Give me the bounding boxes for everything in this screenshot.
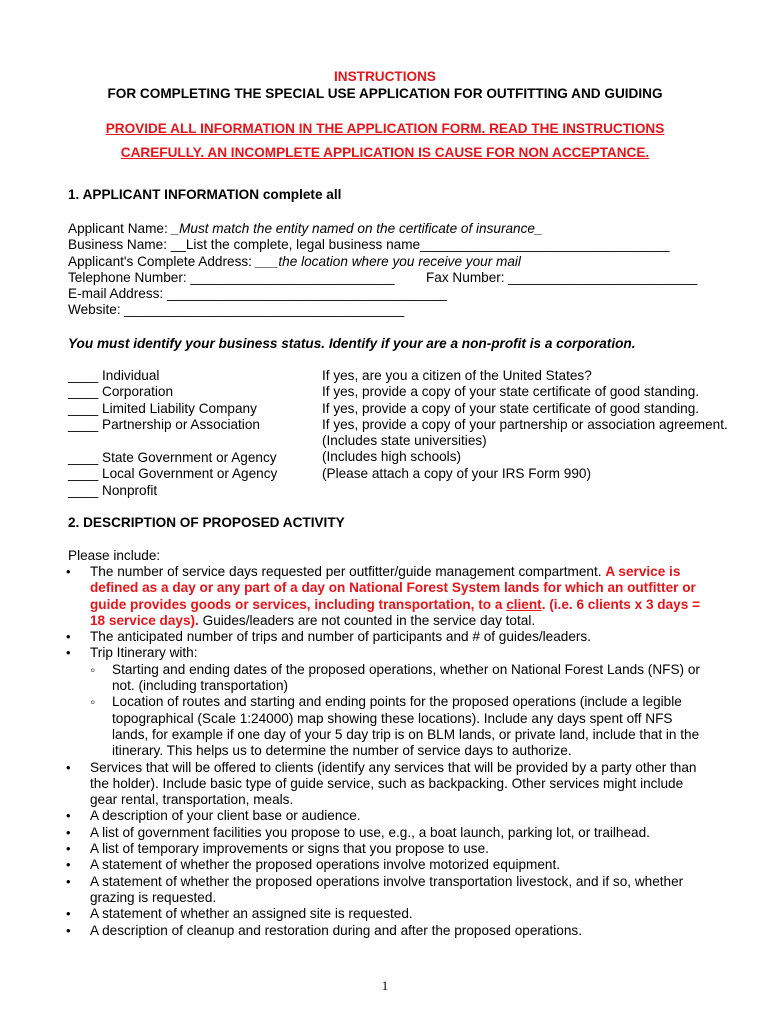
page-subtitle: FOR COMPLETING THE SPECIAL USE APPLICATION FOR OUTFITTING AND GUIDING: [107, 86, 663, 101]
list-item: • Services that will be offered to clients (identify any services that will be provided by a party other than the holder). Include basic type of guide service, such as backpacking. Other services might include gear rental, transportation, meals.: [68, 760, 708, 809]
fax-field: Fax Number: _________________________: [426, 270, 698, 285]
status-note-corporation: If yes, provide a copy of your state certificate of good standing.: [322, 384, 700, 400]
status-options-group-1: [68, 368, 260, 433]
applicant-name-field: [68, 221, 543, 236]
email-field: E-mail Address: _____________________________________: [68, 286, 447, 301]
status-note-state-gov: (Includes state universities): [322, 433, 487, 449]
status-note-local-gov: (Includes high schools): [322, 449, 462, 465]
applicant-name-label: Applicant Name:: [68, 221, 172, 236]
list-item: • A list of government facilities you propose to use, e.g., a boat launch, parking lot, or trailhead.: [68, 825, 708, 841]
status-option-nonprofit: ____ Nonprofit: [68, 482, 158, 498]
status-note-partnership: If yes, provide a copy of your partnership or association agreement.: [322, 416, 728, 432]
status-option-corporation: ____ Corporation: [68, 384, 174, 400]
list-item: • A description of cleanup and restoration during and after the proposed operations.: [68, 923, 708, 939]
status-note-individual: If yes, are you a citizen of the United States?: [322, 368, 592, 383]
page-number: 1: [381, 978, 389, 993]
list-item: • A statement of whether the proposed operations involve transportation livestock, and if so, whether grazing is requested.: [68, 874, 708, 907]
status-note-nonprofit: (Please attach a copy of your IRS Form 990): [322, 465, 591, 481]
address-field: [68, 254, 521, 269]
business-name-field: [68, 237, 670, 252]
itinerary-sublist: [90, 662, 708, 760]
status-option-llc: ____ Limited Liability Company: [68, 400, 257, 416]
status-notes: [322, 368, 728, 482]
business-name-label: Business Name:: [68, 237, 171, 252]
status-options-group-2: [68, 450, 277, 499]
status-note: You must identify your business status. Identify if your are a non-profit is a corporation.: [68, 336, 636, 351]
list-item: • A statement of whether the proposed operations involve motorized equipment.: [68, 857, 708, 873]
business-name-hint: __List the complete, legal business name_________________________________: [170, 237, 670, 252]
address-label: Applicant's Complete Address:: [68, 254, 256, 269]
address-hint: ___the location where you receive your mail: [255, 254, 521, 269]
list-item: • A statement of whether an assigned site is requested.: [68, 906, 708, 922]
telephone-field: Telephone Number: ___________________________: [68, 270, 395, 285]
activity-requirements-list: [68, 564, 708, 939]
list-item: • Trip Itinerary with: ∘ Starting and ending dates of the proposed operations, whether on National Forest Lands (NFS) or not. (including transportation) ∘ Location of routes and starting and ending points for the proposed operations (include a legible topographical (Scale 1:24000) map showing these locations). Include any days spent off NFS lands, for example if one day of your 5 day trip is on BLM lands, or private land, include that in the itinerary. This helps us to determine the number of service days to authorize.: [68, 645, 708, 759]
page-title: INSTRUCTIONS: [334, 69, 436, 84]
status-note-llc: If yes, provide a copy of your state certificate of good standing.: [322, 400, 700, 416]
status-option-state-gov: ____ State Government or Agency: [68, 450, 277, 465]
list-item: ∘ Starting and ending dates of the proposed operations, whether on National Forest Lands (NFS) or not. (including transportation): [90, 662, 708, 695]
list-item: • A description of your client base or audience.: [68, 808, 708, 824]
warning-line-1: PROVIDE ALL INFORMATION IN THE APPLICATION FORM. READ THE INSTRUCTIONS: [105, 121, 665, 136]
warning-line-2: CAREFULLY. AN INCOMPLETE APPLICATION IS CAUSE FOR NON ACCEPTANCE.: [120, 145, 650, 160]
list-item: • The number of service days requested per outfitter/guide management compartment. A service is defined as a day or any part of a day on National Forest System lands for which an outfitter or guide provides goods or services, including transportation, to a client. (i.e. 6 clients x 3 days = 18 service days). Guides/leaders are not counted in the service day total.: [68, 564, 708, 629]
status-option-partnership: ____ Partnership or Association: [68, 416, 260, 432]
status-option-local-gov: ____ Local Government or Agency: [68, 466, 278, 482]
website-field: Website: _____________________________________: [68, 302, 405, 317]
section-2-intro: Please include:: [68, 548, 161, 563]
list-item: ∘ Location of routes and starting and ending points for the proposed operations (include a legible topographical (Scale 1:24000) map showing these locations). Include any days spent off NFS lands, for example if one day of your 5 day trip is on BLM lands, or private land, include that in the itinerary. This helps us to determine the number of service days to authorize.: [90, 694, 708, 759]
section-2-heading: 2. DESCRIPTION OF PROPOSED ACTIVITY: [68, 515, 345, 530]
section-1-heading: 1. APPLICANT INFORMATION complete all: [68, 187, 342, 202]
list-item: • The anticipated number of trips and number of participants and # of guides/leaders.: [68, 629, 708, 645]
list-item: • A list of temporary improvements or signs that you propose to use.: [68, 841, 708, 857]
applicant-name-hint: _Must match the entity named on the certificate of insurance_: [171, 221, 543, 236]
status-option-individual: ____ Individual: [68, 368, 160, 383]
